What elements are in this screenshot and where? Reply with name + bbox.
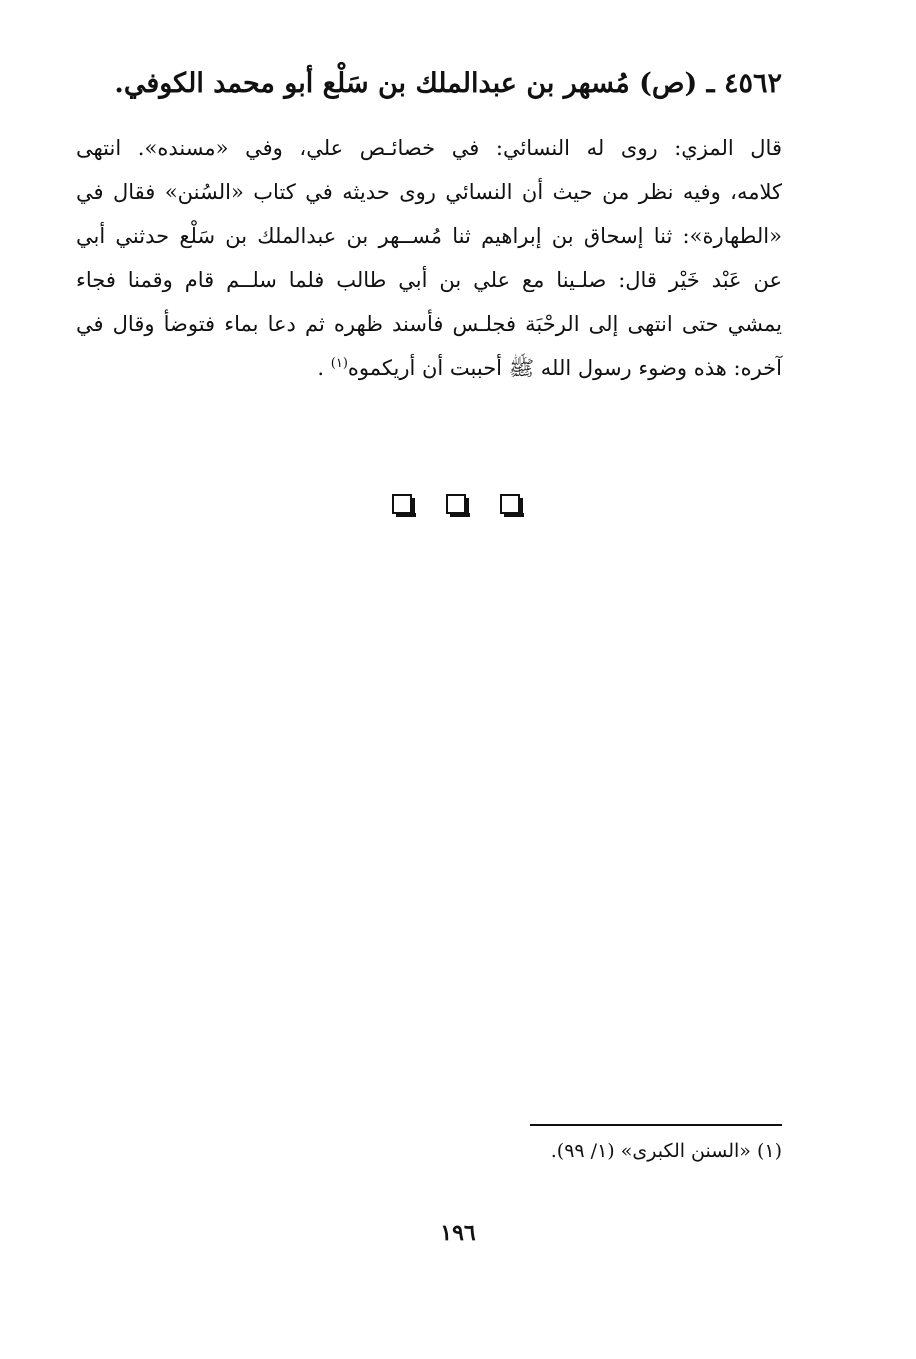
entry-body	[76, 126, 782, 390]
box-ornament-icon	[500, 494, 524, 518]
body-line-6	[76, 346, 782, 390]
body-line-4: عن عَبْد خَيْر قال: صلـينا مع علي بن أبي طالب فلما سلــم قام وقمنا فجاء	[76, 268, 782, 292]
footnote-text: «السنن الكبرى» (١/ ٩٩).	[550, 1140, 751, 1162]
body-line-2: كلامه، وفيه نظر من حيث أن النسائي روى حديثه في كتاب «السُنن» فقال في	[76, 180, 782, 204]
footnote-reference: (١)	[330, 356, 348, 371]
footnote-number: (١)	[756, 1140, 782, 1162]
footnote-divider	[530, 1124, 782, 1126]
page-number: ١٩٦	[440, 1220, 476, 1246]
body-line-5: يمشي حتى انتهى إلى الرحْبَة فجلـس فأسند ظهره ثم دعا بماء فتوضأ وقال في	[76, 312, 782, 336]
body-line-1: قال المزي: روى له النسائي: في خصائـص علي، وفي «مسنده». انتهى	[76, 136, 782, 160]
footnote	[76, 1140, 782, 1162]
body-line-6-end: .	[317, 356, 331, 380]
box-ornament-icon	[392, 494, 416, 518]
body-line-3: «الطهارة»: ثنا إسحاق بن إبراهيم ثنا مُســهر بن عبدالملك بن سَلْع حدثني أبي	[76, 224, 782, 248]
entry-heading: ٤٥٦٢ ـ (ص) مُسهر بن عبدالملك بن سَلْع أبو محمد الكوفي.	[114, 68, 782, 99]
body-line-6-text: آخره: هذه وضوء رسول الله ﷺ أحببت أن أريكموه	[347, 356, 782, 380]
section-ornament	[0, 494, 916, 518]
box-ornament-icon	[446, 494, 470, 518]
